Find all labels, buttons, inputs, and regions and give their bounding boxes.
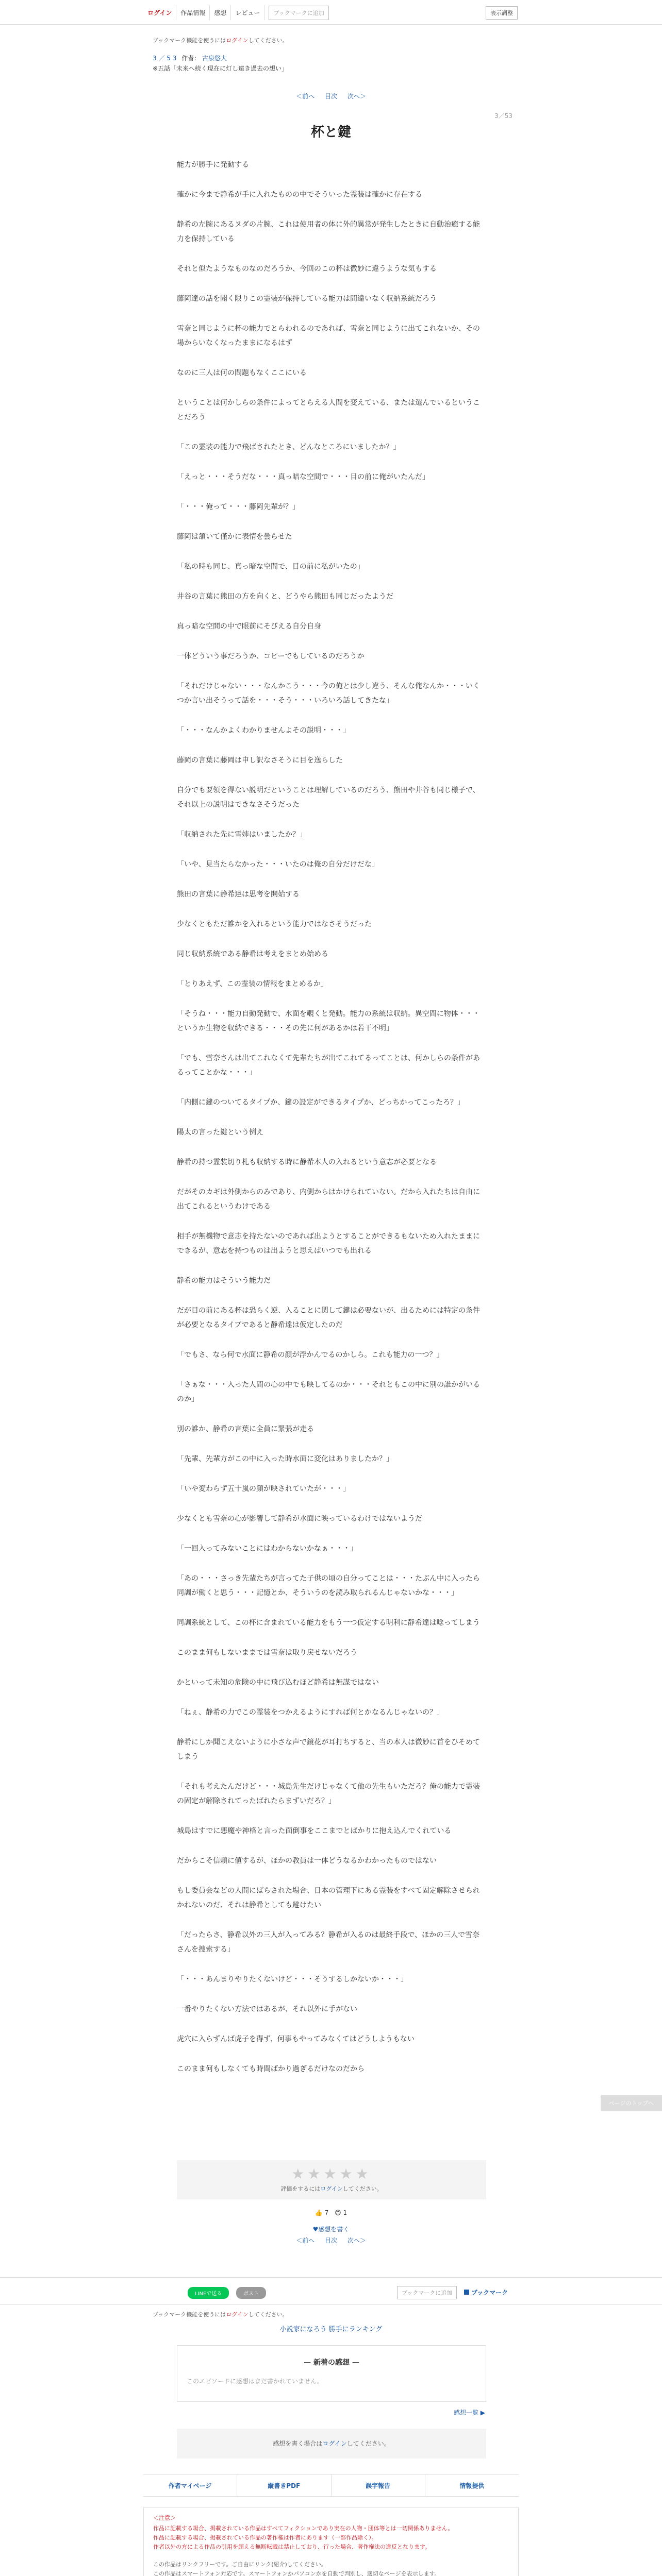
review-login-link[interactable]: ログイン (322, 2440, 347, 2447)
body-paragraph: 静希の持つ霊装切り札も収納する時に静希本人の入れるという意志が必要となる (177, 1158, 437, 1166)
body-paragraph: 「あの・・・さっき先輩たちが言ってた子供の頃の自分ってことは・・・たぶん中に入ったら同調が働くと思う・・・記憶とか、そういうのを読み取られるんじゃないかな・・・」 (177, 1574, 480, 1597)
body-paragraph: 「そうね・・・能力自動発動で、水面を覗くと発動。能力の系統は収納。異空間に物体・・・というか生物を収納できる・・・その先に何があるかは若干不明」 (177, 1010, 480, 1032)
review-list-link[interactable]: 感想一覧 ▶ (453, 2409, 485, 2416)
caution-box (143, 2507, 519, 2576)
bookmark-icon (464, 2290, 469, 2295)
episode-author-info: 3 ／ 5 3 作者： 古泉悠大 (153, 55, 227, 62)
top-navigation-bar (0, 0, 662, 25)
body-paragraph: 相手が無機物で意志を持たないのであれば出ようとすることができるもないため入れたままにできるが、意志を持つものは出ようと思えばいつでも出れる (177, 1232, 480, 1255)
body-paragraph: なのに三人は何の問題もなくここにいる (177, 369, 307, 377)
body-paragraph: 少なくとも雪奈の心が影響して静希が水面に映っているわけではないようだ (177, 1515, 422, 1523)
bookmark-link[interactable]: ブックマーク (464, 2288, 508, 2297)
add-bookmark-button[interactable]: ブックマークに追加 (269, 6, 328, 20)
caution-line: 作品に記載する場合、掲載されている作品はすべてフィクションであり実在の人物・団体等とは一切関係ありません。 (153, 2525, 454, 2532)
toc-link-bottom[interactable]: 目次 (324, 2237, 337, 2244)
info-line: この作品はスマートフォン対応です。スマートフォンかパソコンかを自動で判別し、適切なページを表示します。 (153, 2570, 440, 2576)
rating-login-link[interactable]: ログイン (320, 2185, 343, 2192)
body-paragraph: それと似たようなものなのだろうか、今回のこの杯は微妙に違うような気もする (177, 265, 437, 273)
body-paragraph: 藤岡の言葉に藤岡は申し訳なさそうに目を逸らした (177, 756, 343, 765)
pager-top (0, 92, 662, 100)
body-paragraph: 「先輩、先輩方がこの中に入った時水面に変化はありましたか？」 (177, 1455, 393, 1463)
write-review-link[interactable]: ♥感想を書く (312, 2226, 350, 2233)
footer-links (143, 2474, 519, 2497)
pager-bottom (0, 2236, 662, 2245)
vertical-pdf-link[interactable]: 縦書きPDF (237, 2475, 331, 2496)
author-link[interactable]: 古泉悠大 (202, 55, 227, 62)
typo-report-link[interactable]: 誤字報告 (332, 2475, 425, 2496)
episode-title: 杯と鍵 (310, 125, 351, 140)
info-report-link[interactable]: 情報提供 (459, 2482, 485, 2489)
body-paragraph: 確かに今まで静希が手に入れたものの中でそういった霊装は確かに存在する (177, 191, 422, 199)
add-bookmark-button-bottom[interactable]: ブックマークに追加 (397, 2286, 457, 2299)
body-paragraph: 「それも考えたんだけど・・・城島先生だけじゃなくて他の先生もいただろ？俺の能力で霊装の固定が解除されてったばれたらまずいだろ？」 (177, 1783, 480, 1805)
next-link[interactable]: 次へ＞ (347, 93, 366, 100)
body-paragraph: かといって未知の危険の中に飛び込むほど静希は無謀ではない (177, 1679, 379, 1687)
body-paragraph: だが目の前にある杯は恐らく逆、入ることに関して鍵は必要ないが、出るためには特定の条件が必要となるタイプであると静希達は仮定したのだ (177, 1307, 480, 1329)
novel-body (177, 158, 486, 2092)
body-paragraph: 自分でも要領を得ない説明だということは理解しているのだろう、熊田や井谷も同じ様子で、それ以上の説明はできなさそうだった (177, 786, 480, 809)
review-login-box: 感想を書く場合はログインしてください。 (177, 2429, 486, 2459)
body-paragraph: 「それだけじゃない・・・なんかこう・・・今の俺とは少し違う、そんな俺なんか・・・いくつか言い出そうって話を・・・そう・・・いろいろ話してきたな」 (177, 682, 480, 705)
reaction-buttons (0, 2209, 662, 2216)
no-reviews-text: このエピソードに感想はまだ書かれていません。 (187, 2378, 323, 2385)
body-paragraph: 静希にしか聞こえないように小さな声で鏡花が耳打ちすると、当の本人は微妙に首をひそめてしまう (177, 1738, 480, 1761)
caution-line: 作者以外の方による作品の引用を超える無断転載は禁止しており、行った場合、著作権法の違反となります。 (153, 2544, 431, 2550)
ranking-link[interactable]: 小説家になろう 勝手にランキング (279, 2326, 383, 2333)
notice-login-link[interactable]: ログイン (226, 37, 249, 44)
body-paragraph: 「でも、雪奈さんは出てこれなくて先輩たちが出てこれてるってことは、何かしらの条件があるってことかな・・・」 (177, 1054, 480, 1077)
body-paragraph: 別の誰か、静希の言葉に全員に緊張が走る (177, 1425, 314, 1433)
rating-box: ★★★★★ 評価をするにはログインしてください。 (177, 2160, 486, 2199)
body-paragraph: 井谷の言葉に熊田の方を向くと、どうやら熊田も同じだったようだ (177, 592, 393, 601)
bookmark-login-notice: ブックマーク機能を使うにはログインしてください。 (153, 37, 288, 44)
body-paragraph: 「でもさ、なら何で水面に静希の顔が浮かんでるのかしら。これも能力の一つ？」 (177, 1351, 444, 1359)
tab-recommendations[interactable]: レビュー (231, 5, 264, 20)
body-paragraph: 同じ収納系統である静希は考えをまとめ始める (177, 950, 328, 958)
body-paragraph: 同調系統として、この杯に含まれている能力をもう一つ仮定する明利に静希達は唸ってしまう (177, 1619, 480, 1627)
prev-link[interactable]: ＜前へ (296, 93, 315, 100)
body-paragraph: 「えっと・・・そうだな・・・真っ暗な空間で・・・目の前に俺がいたんだ」 (177, 473, 429, 481)
body-paragraph: このまま何もしないままでは雪奈は取り戻せないだろう (177, 1649, 357, 1657)
body-paragraph: 藤岡達の話を聞く限りこの霊装が保持している能力は間違いなく収納系統だろう (177, 295, 437, 303)
body-paragraph: もし委員会などの人間にばらされた場合、日本の管理下にある霊装をすべて固定解除させられかねないのだ、それは静希としても避けたい (177, 1887, 480, 1909)
x-share-button[interactable]: ポスト (236, 2287, 266, 2299)
new-reviews-box (177, 2345, 486, 2402)
body-paragraph: 少なくともただ誰かを入れるという能力ではなさそうだった (177, 920, 372, 928)
body-paragraph: 虎穴に入らずんば虎子を得ず、何事もやってみなくてはどうしようもない (177, 2035, 415, 2043)
page-top-button[interactable]: ページのトップへ (601, 2095, 662, 2111)
body-paragraph: 一体どういう事だろうか、コピーでもしているのだろうか (177, 652, 365, 660)
toc-link[interactable]: 目次 (324, 93, 337, 100)
chapter-subtitle: ※五話「未来へ続く現在に灯し遠き過去の想い」 (153, 65, 288, 72)
body-paragraph: このまま何もしなくても時間ばかり過ぎるだけなのだから (177, 2065, 365, 2073)
body-paragraph: 「いや変わらず五十嵐の顔が映されていたが・・・」 (177, 1485, 350, 1493)
body-paragraph: 「さぁな・・・入った人間の心の中でも映してるのか・・・それともこの中に別の誰かがいるのか」 (177, 1381, 480, 1403)
body-paragraph: 「一回入ってみないことにはわからないかなぁ・・・」 (177, 1545, 357, 1553)
body-paragraph: 陽太の言った鍵という例え (177, 1128, 263, 1137)
body-paragraph: 城島はすでに悪魔や神格と言った面倒事をここまでとばかりに抱え込んでくれている (177, 1827, 452, 1835)
info-line: この作品はリンクフリーです。ご自由にリンク(紹介)してください。 (153, 2561, 327, 2568)
tab-reviews[interactable]: 感想 (210, 5, 231, 20)
tab-work-info[interactable]: 作品情報 (176, 5, 210, 20)
body-paragraph: 「いや、見当たらなかった・・・いたのは俺の自分だけだな」 (177, 860, 379, 869)
author-mypage-link[interactable]: 作者マイページ (143, 2475, 237, 2496)
episode-number: 3／53 (494, 112, 512, 120)
body-paragraph: 「私の時も同じ、真っ暗な空間で、目の前に私がいたの」 (177, 563, 365, 571)
display-settings-button[interactable]: 表示調整 (486, 6, 518, 20)
body-paragraph: だがそのカギは外側からのみであり、内側からはかけられていない。だから入れたちは自由に出てこれるというわけである (177, 1188, 480, 1211)
rating-stars[interactable]: ★★★★★ (291, 2165, 372, 2182)
body-paragraph: 真っ暗な空間の中で眼前にそびえる自分自身 (177, 622, 321, 631)
line-share-button[interactable]: LINEで送る (188, 2287, 229, 2299)
episode-count: 3 ／ 5 3 (153, 55, 177, 62)
thumbs-up-reaction[interactable]: 👍 7 (315, 2209, 329, 2216)
body-paragraph: 静希の左腕にあるヌダの片腕、これは使用者の体に外的異常が発生したときに自動治癒する能力を保持している (177, 221, 480, 243)
body-paragraph: 「この霊装の能力で飛ばされたとき、どんなところにいましたか？」 (177, 443, 401, 451)
top-tabs (143, 5, 329, 20)
smile-reaction[interactable]: 😊 1 (335, 2209, 347, 2216)
notice-login-link-bottom[interactable]: ログイン (226, 2311, 249, 2318)
body-paragraph: 「とりあえず、この霊装の情報をまとめるか」 (177, 980, 328, 988)
body-paragraph: 「・・・なんかよくわかりませんよその説明・・・」 (177, 726, 350, 735)
body-paragraph: 「・・・あんまりやりたくないけど・・・そうするしかないか・・・」 (177, 1975, 408, 1984)
body-paragraph: 能力が勝手に発動する (177, 161, 249, 169)
body-paragraph: 「収納された先に雪姉はいましたか？」 (177, 831, 307, 839)
caution-line: 作品に記載する場合、掲載されている作品の著作権は作者にあります（一部作品除く）。 (153, 2534, 377, 2541)
body-paragraph: だからこそ信頼に値するが、ほかの教員は一体どうなるかわかったものではない (177, 1857, 437, 1865)
next-link-bottom[interactable]: 次へ＞ (347, 2237, 366, 2244)
body-paragraph: 熊田の言葉に静希達は思考を開始する (177, 890, 300, 899)
caution-heading: ＜注意＞ (153, 2515, 176, 2521)
prev-link-bottom[interactable]: ＜前へ (296, 2237, 315, 2244)
body-paragraph: 「だったらさ、静希以外の三人が入ってみる？静希が入るのは最終手段で、ほかの三人で雪奈さんを捜索する」 (177, 1931, 480, 1954)
bookmark-login-notice-bottom: ブックマーク機能を使うにはログインしてください。 (153, 2311, 288, 2318)
body-paragraph: 一番やりたくない方法ではあるが、それ以外に手がない (177, 2005, 357, 2013)
body-paragraph: 「ねぇ、静希の力でこの霊装をつかえるようにすれば何とかなるんじゃないの？」 (177, 1708, 444, 1717)
body-paragraph: 静希の能力はそういう能力だ (177, 1277, 271, 1285)
body-paragraph: ということは何かしらの条件によってとらえる人間を変えている、または選んでいるということだろう (177, 399, 480, 421)
body-paragraph: 「・・・俺って・・・藤岡先輩が？」 (177, 503, 300, 511)
new-reviews-title: — 新着の感想 — (304, 2359, 359, 2367)
tab-login[interactable]: ログイン (143, 5, 176, 20)
body-paragraph: 雪奈と同じように杯の能力でとらわれるのであれば、雪奈と同じように出てこれないか、その場からいなくなったままになるはず (177, 325, 480, 347)
share-bookmark-bar (0, 2277, 662, 2305)
body-paragraph: 藤岡は頷いて僅かに表情を曇らせた (177, 533, 292, 541)
body-paragraph: 「内側に鍵のついてるタイプか、鍵の設定ができるタイプか、どっちかってこったろ？」 (177, 1098, 465, 1107)
